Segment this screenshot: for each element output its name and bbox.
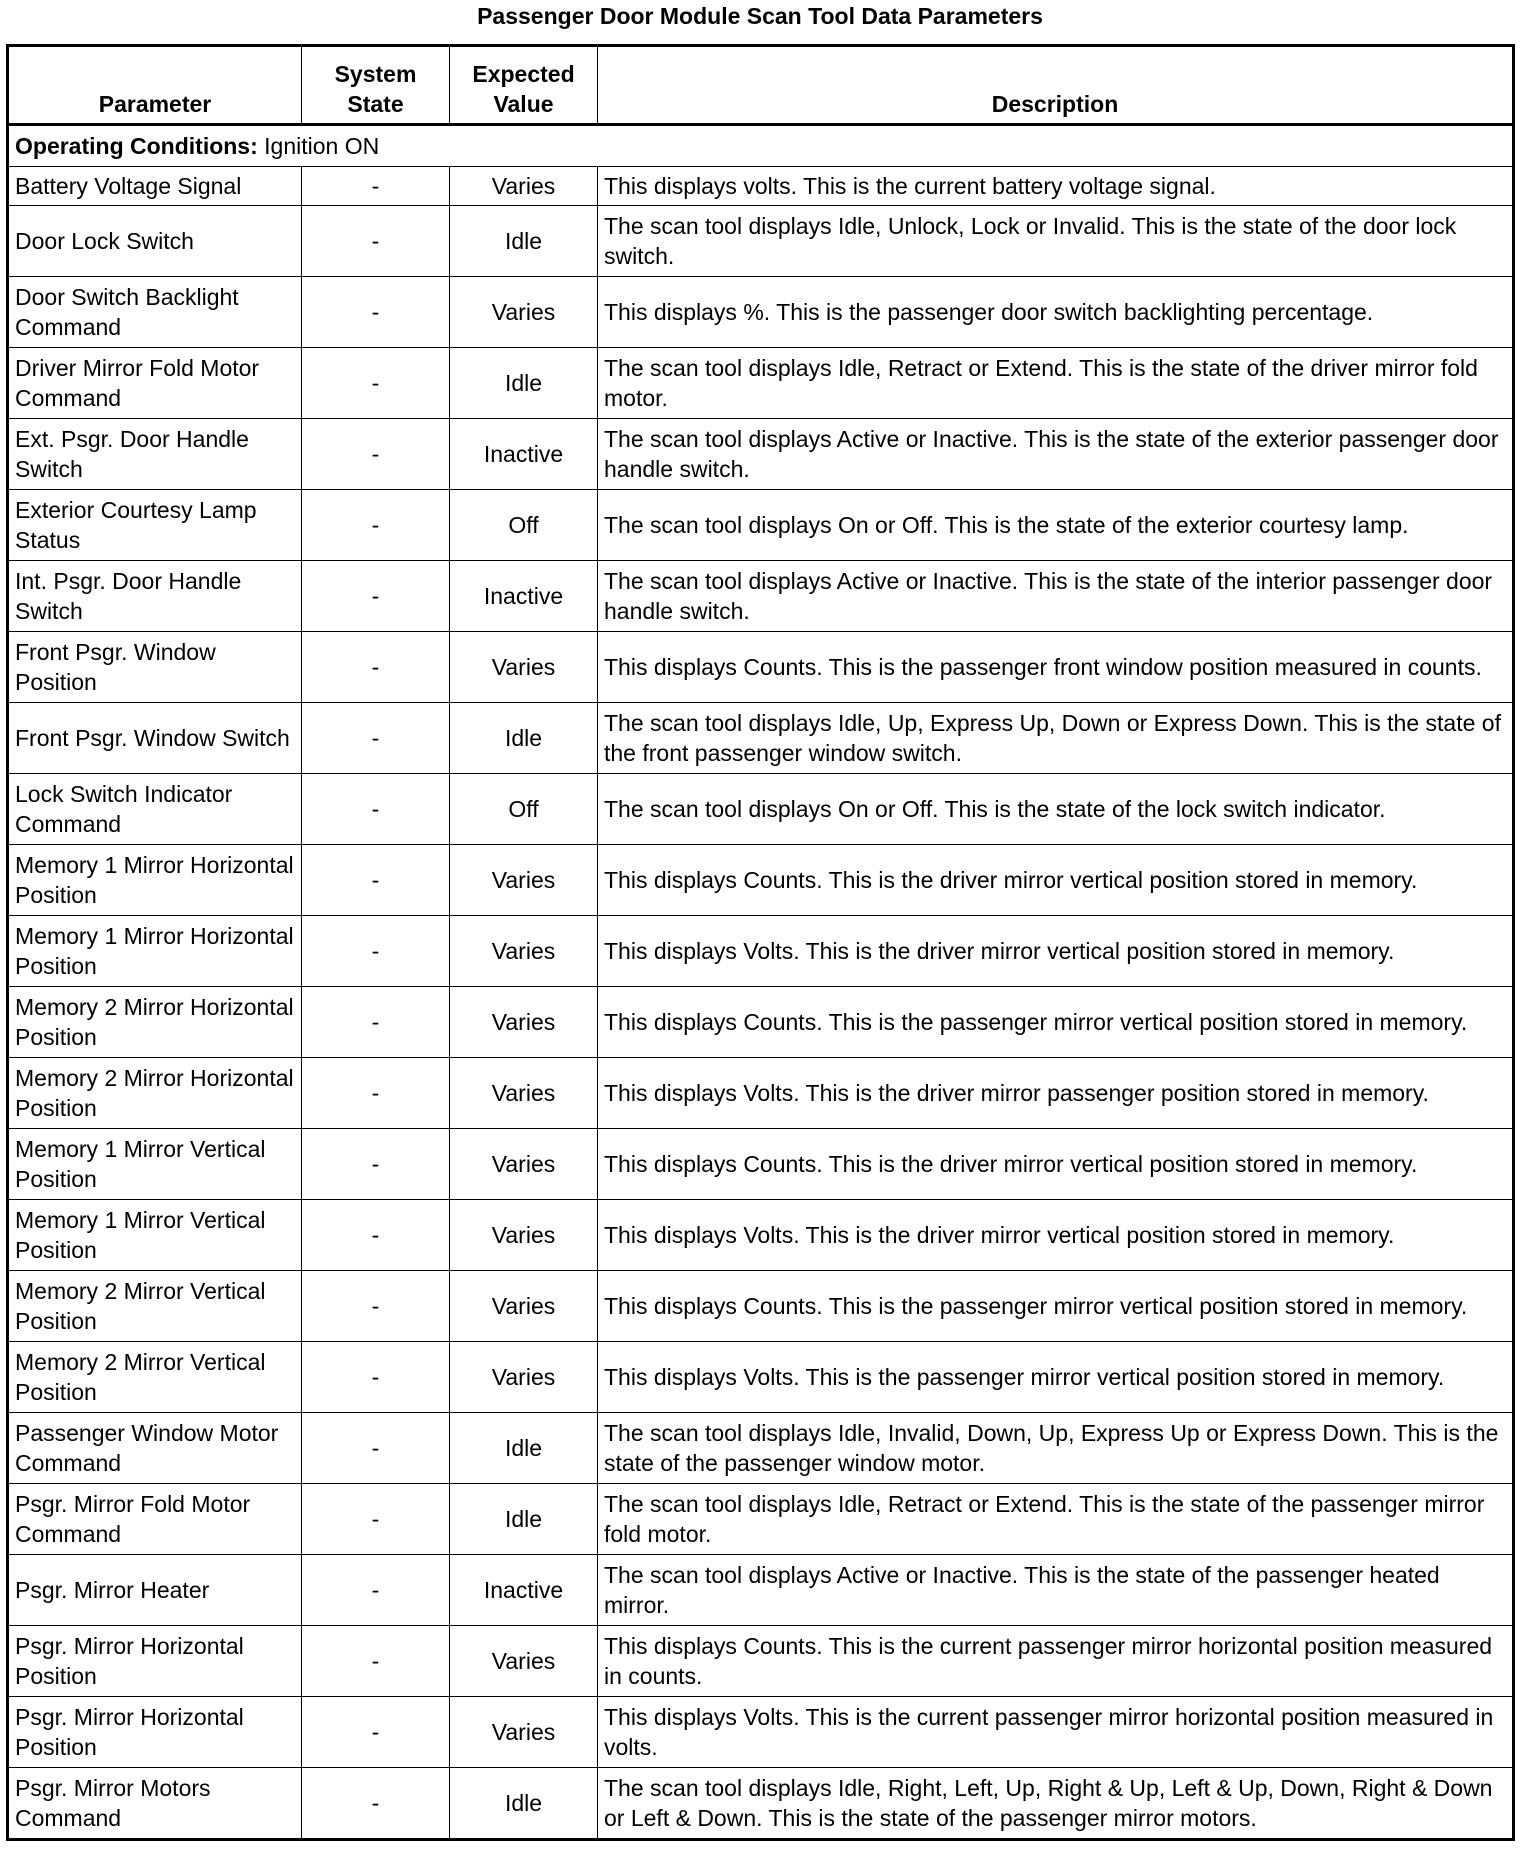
description-cell: This displays Counts. This is the passenger mirror vertical position stored in memory.: [598, 1271, 1514, 1342]
parameter-cell: Memory 2 Mirror Horizontal Position: [8, 987, 302, 1058]
description-cell: The scan tool displays Active or Inactive. This is the state of the interior passenger door handle switch.: [598, 561, 1514, 632]
expected-value-cell: Varies: [450, 167, 598, 206]
table-row: [8, 632, 1514, 703]
table-row: [8, 1697, 1514, 1768]
parameter-cell: Memory 2 Mirror Vertical Position: [8, 1342, 302, 1413]
parameter-cell: Memory 2 Mirror Vertical Position: [8, 1271, 302, 1342]
description-cell: The scan tool displays Idle, Retract or Extend. This is the state of the driver mirror fold motor.: [598, 348, 1514, 419]
parameter-cell: Door Switch Backlight Command: [8, 277, 302, 348]
header-parameter: Parameter: [8, 46, 302, 125]
parameter-cell: Battery Voltage Signal: [8, 167, 302, 206]
table-row: [8, 1484, 1514, 1555]
description-cell: This displays volts. This is the current battery voltage signal.: [598, 167, 1514, 206]
description-cell: This displays Counts. This is the current passenger mirror horizontal position measured in counts.: [598, 1626, 1514, 1697]
parameter-cell: Psgr. Mirror Horizontal Position: [8, 1697, 302, 1768]
expected-value-cell: Idle: [450, 206, 598, 277]
system-state-cell: -: [302, 703, 450, 774]
expected-value-cell: Varies: [450, 632, 598, 703]
system-state-cell: -: [302, 277, 450, 348]
parameter-cell: Memory 1 Mirror Horizontal Position: [8, 845, 302, 916]
expected-value-cell: Varies: [450, 1271, 598, 1342]
table-row: [8, 1129, 1514, 1200]
system-state-cell: -: [302, 167, 450, 206]
description-cell: The scan tool displays Active or Inactive. This is the state of the passenger heated mirror.: [598, 1555, 1514, 1626]
expected-value-cell: Idle: [450, 703, 598, 774]
expected-value-cell: Varies: [450, 1058, 598, 1129]
system-state-cell: -: [302, 845, 450, 916]
parameter-cell: Exterior Courtesy Lamp Status: [8, 490, 302, 561]
parameter-cell: Front Psgr. Window Switch: [8, 703, 302, 774]
table-row: [8, 845, 1514, 916]
table-row: [8, 167, 1514, 206]
parameter-cell: Memory 1 Mirror Horizontal Position: [8, 916, 302, 987]
description-cell: This displays Volts. This is the current passenger mirror horizontal position measured in volts.: [598, 1697, 1514, 1768]
system-state-cell: -: [302, 419, 450, 490]
expected-value-cell: Inactive: [450, 419, 598, 490]
expected-value-cell: Off: [450, 774, 598, 845]
system-state-cell: -: [302, 1271, 450, 1342]
expected-value-cell: Idle: [450, 1768, 598, 1840]
system-state-cell: -: [302, 1626, 450, 1697]
system-state-cell: -: [302, 348, 450, 419]
description-cell: This displays Counts. This is the passenger mirror vertical position stored in memory.: [598, 987, 1514, 1058]
table-body: [8, 125, 1514, 1840]
system-state-cell: -: [302, 490, 450, 561]
parameter-cell: Psgr. Mirror Horizontal Position: [8, 1626, 302, 1697]
table-row: [8, 1200, 1514, 1271]
expected-value-cell: Off: [450, 490, 598, 561]
operating-conditions-row: [8, 125, 1514, 167]
operating-conditions-value: Ignition ON: [257, 133, 380, 159]
description-cell: This displays Counts. This is the driver mirror vertical position stored in memory.: [598, 1129, 1514, 1200]
description-cell: The scan tool displays Idle, Retract or Extend. This is the state of the passenger mirror fold motor.: [598, 1484, 1514, 1555]
table-row: [8, 277, 1514, 348]
expected-value-cell: Inactive: [450, 1555, 598, 1626]
system-state-cell: -: [302, 1768, 450, 1840]
operating-conditions-label: Operating Conditions:: [15, 133, 258, 159]
system-state-cell: -: [302, 561, 450, 632]
parameters-table: [6, 44, 1515, 1841]
table-row: [8, 1342, 1514, 1413]
parameter-cell: Passenger Window Motor Command: [8, 1413, 302, 1484]
table-row: [8, 1413, 1514, 1484]
table-row: [8, 419, 1514, 490]
expected-value-cell: Varies: [450, 1129, 598, 1200]
parameter-cell: Ext. Psgr. Door Handle Switch: [8, 419, 302, 490]
parameter-cell: Int. Psgr. Door Handle Switch: [8, 561, 302, 632]
table-row: [8, 703, 1514, 774]
system-state-cell: -: [302, 1058, 450, 1129]
parameter-cell: Psgr. Mirror Motors Command: [8, 1768, 302, 1840]
expected-value-cell: Varies: [450, 1342, 598, 1413]
table-row: [8, 987, 1514, 1058]
system-state-cell: -: [302, 206, 450, 277]
table-row: [8, 1768, 1514, 1840]
expected-value-cell: Varies: [450, 845, 598, 916]
table-row: [8, 348, 1514, 419]
system-state-cell: -: [302, 1129, 450, 1200]
parameter-cell: Psgr. Mirror Heater: [8, 1555, 302, 1626]
header-expected-value: Expected Value: [450, 46, 598, 125]
expected-value-cell: Inactive: [450, 561, 598, 632]
header-system-state: System State: [302, 46, 450, 125]
table-row: [8, 1626, 1514, 1697]
header-description: Description: [598, 46, 1514, 125]
table-row: [8, 490, 1514, 561]
table-row: [8, 561, 1514, 632]
system-state-cell: -: [302, 774, 450, 845]
description-cell: The scan tool displays On or Off. This is the state of the exterior courtesy lamp.: [598, 490, 1514, 561]
table-row: [8, 916, 1514, 987]
system-state-cell: -: [302, 1413, 450, 1484]
description-cell: This displays Volts. This is the driver mirror passenger position stored in memory.: [598, 1058, 1514, 1129]
description-cell: This displays %. This is the passenger door switch backlighting percentage.: [598, 277, 1514, 348]
expected-value-cell: Varies: [450, 1200, 598, 1271]
system-state-cell: -: [302, 1342, 450, 1413]
description-cell: This displays Counts. This is the driver mirror vertical position stored in memory.: [598, 845, 1514, 916]
description-cell: The scan tool displays On or Off. This is the state of the lock switch indicator.: [598, 774, 1514, 845]
system-state-cell: -: [302, 1697, 450, 1768]
document-title: Passenger Door Module Scan Tool Data Parameters: [477, 3, 1043, 29]
operating-conditions-cell: [8, 125, 1514, 167]
table-row: [8, 1058, 1514, 1129]
parameter-cell: Front Psgr. Window Position: [8, 632, 302, 703]
expected-value-cell: Varies: [450, 1697, 598, 1768]
description-cell: This displays Volts. This is the driver mirror vertical position stored in memory.: [598, 1200, 1514, 1271]
expected-value-cell: Varies: [450, 987, 598, 1058]
parameter-cell: Memory 1 Mirror Vertical Position: [8, 1129, 302, 1200]
expected-value-cell: Idle: [450, 1413, 598, 1484]
parameter-cell: Lock Switch Indicator Command: [8, 774, 302, 845]
system-state-cell: -: [302, 632, 450, 703]
system-state-cell: -: [302, 1555, 450, 1626]
description-cell: This displays Counts. This is the passenger front window position measured in counts.: [598, 632, 1514, 703]
table-row: [8, 1555, 1514, 1626]
parameter-cell: Memory 1 Mirror Vertical Position: [8, 1200, 302, 1271]
description-cell: The scan tool displays Idle, Invalid, Down, Up, Express Up or Express Down. This is the state of the passenger window motor.: [598, 1413, 1514, 1484]
expected-value-cell: Varies: [450, 916, 598, 987]
expected-value-cell: Idle: [450, 348, 598, 419]
system-state-cell: -: [302, 1200, 450, 1271]
description-cell: The scan tool displays Idle, Right, Left, Up, Right & Up, Left & Up, Down, Right & Down or Left & Down. This is the state of the passenger mirror motors.: [598, 1768, 1514, 1840]
table-header-row: [8, 46, 1514, 125]
system-state-cell: -: [302, 916, 450, 987]
parameter-cell: Door Lock Switch: [8, 206, 302, 277]
table-row: [8, 206, 1514, 277]
parameter-cell: Psgr. Mirror Fold Motor Command: [8, 1484, 302, 1555]
parameter-cell: Memory 2 Mirror Horizontal Position: [8, 1058, 302, 1129]
expected-value-cell: Varies: [450, 277, 598, 348]
expected-value-cell: Idle: [450, 1484, 598, 1555]
table-row: [8, 774, 1514, 845]
system-state-cell: -: [302, 987, 450, 1058]
description-cell: This displays Volts. This is the passenger mirror vertical position stored in memory.: [598, 1342, 1514, 1413]
description-cell: This displays Volts. This is the driver mirror vertical position stored in memory.: [598, 916, 1514, 987]
description-cell: The scan tool displays Active or Inactive. This is the state of the exterior passenger door handle switch.: [598, 419, 1514, 490]
description-cell: The scan tool displays Idle, Up, Express Up, Down or Express Down. This is the state of the front passenger window switch.: [598, 703, 1514, 774]
parameter-cell: Driver Mirror Fold Motor Command: [8, 348, 302, 419]
description-cell: The scan tool displays Idle, Unlock, Lock or Invalid. This is the state of the door lock switch.: [598, 206, 1514, 277]
table-row: [8, 1271, 1514, 1342]
system-state-cell: -: [302, 1484, 450, 1555]
expected-value-cell: Varies: [450, 1626, 598, 1697]
